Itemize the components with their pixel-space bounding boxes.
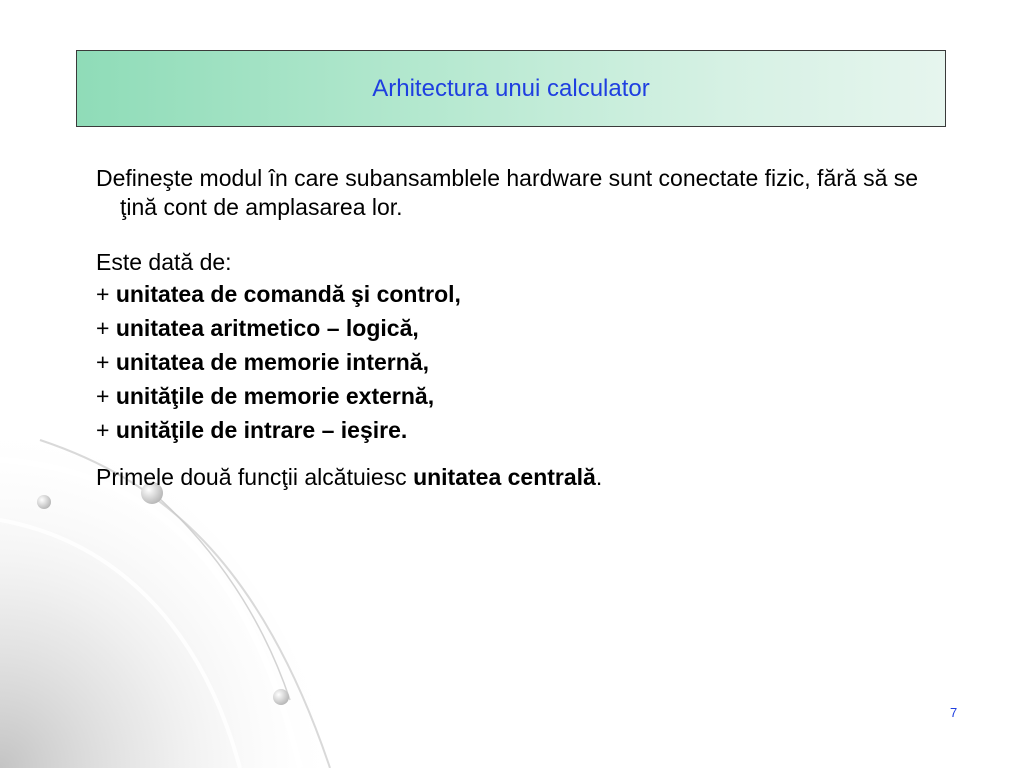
- list-item: [96, 311, 926, 345]
- list-item: [96, 379, 926, 413]
- component-label: unitatea aritmetico – logică,: [115, 315, 419, 341]
- component-label: unităţile de memorie externă,: [115, 383, 435, 409]
- conclusion-emphasis: unitatea centrală: [413, 464, 596, 490]
- bullet-marker: +: [96, 349, 110, 375]
- component-label: unităţile de intrare – ieşire.: [115, 417, 408, 443]
- conclusion-suffix: .: [595, 464, 603, 490]
- conclusion-text: [96, 463, 926, 492]
- page-number: 7: [950, 705, 958, 720]
- conclusion-prefix: Primele două funcţii alcătuiesc: [96, 464, 414, 490]
- title-banner: [76, 50, 946, 127]
- definition-text: Defineşte modul în care subansamblele hardware sunt conectate fizic, fără să se ţină cont de amplasarea lor.: [96, 165, 919, 220]
- bullet-marker: +: [96, 417, 110, 443]
- list-item: [96, 277, 926, 311]
- slide-content: [96, 164, 926, 492]
- component-label: unitatea de comandă şi control,: [115, 281, 461, 307]
- bullet-marker: +: [96, 383, 110, 409]
- bullet-marker: +: [96, 281, 110, 307]
- bullet-marker: +: [96, 315, 110, 341]
- component-label: unitatea de memorie internă,: [115, 349, 429, 375]
- intro-text: Este dată de:: [96, 249, 232, 275]
- list-item: [96, 413, 926, 447]
- slide-title: Arhitectura unui calculator: [372, 74, 650, 102]
- list-item: [96, 345, 926, 379]
